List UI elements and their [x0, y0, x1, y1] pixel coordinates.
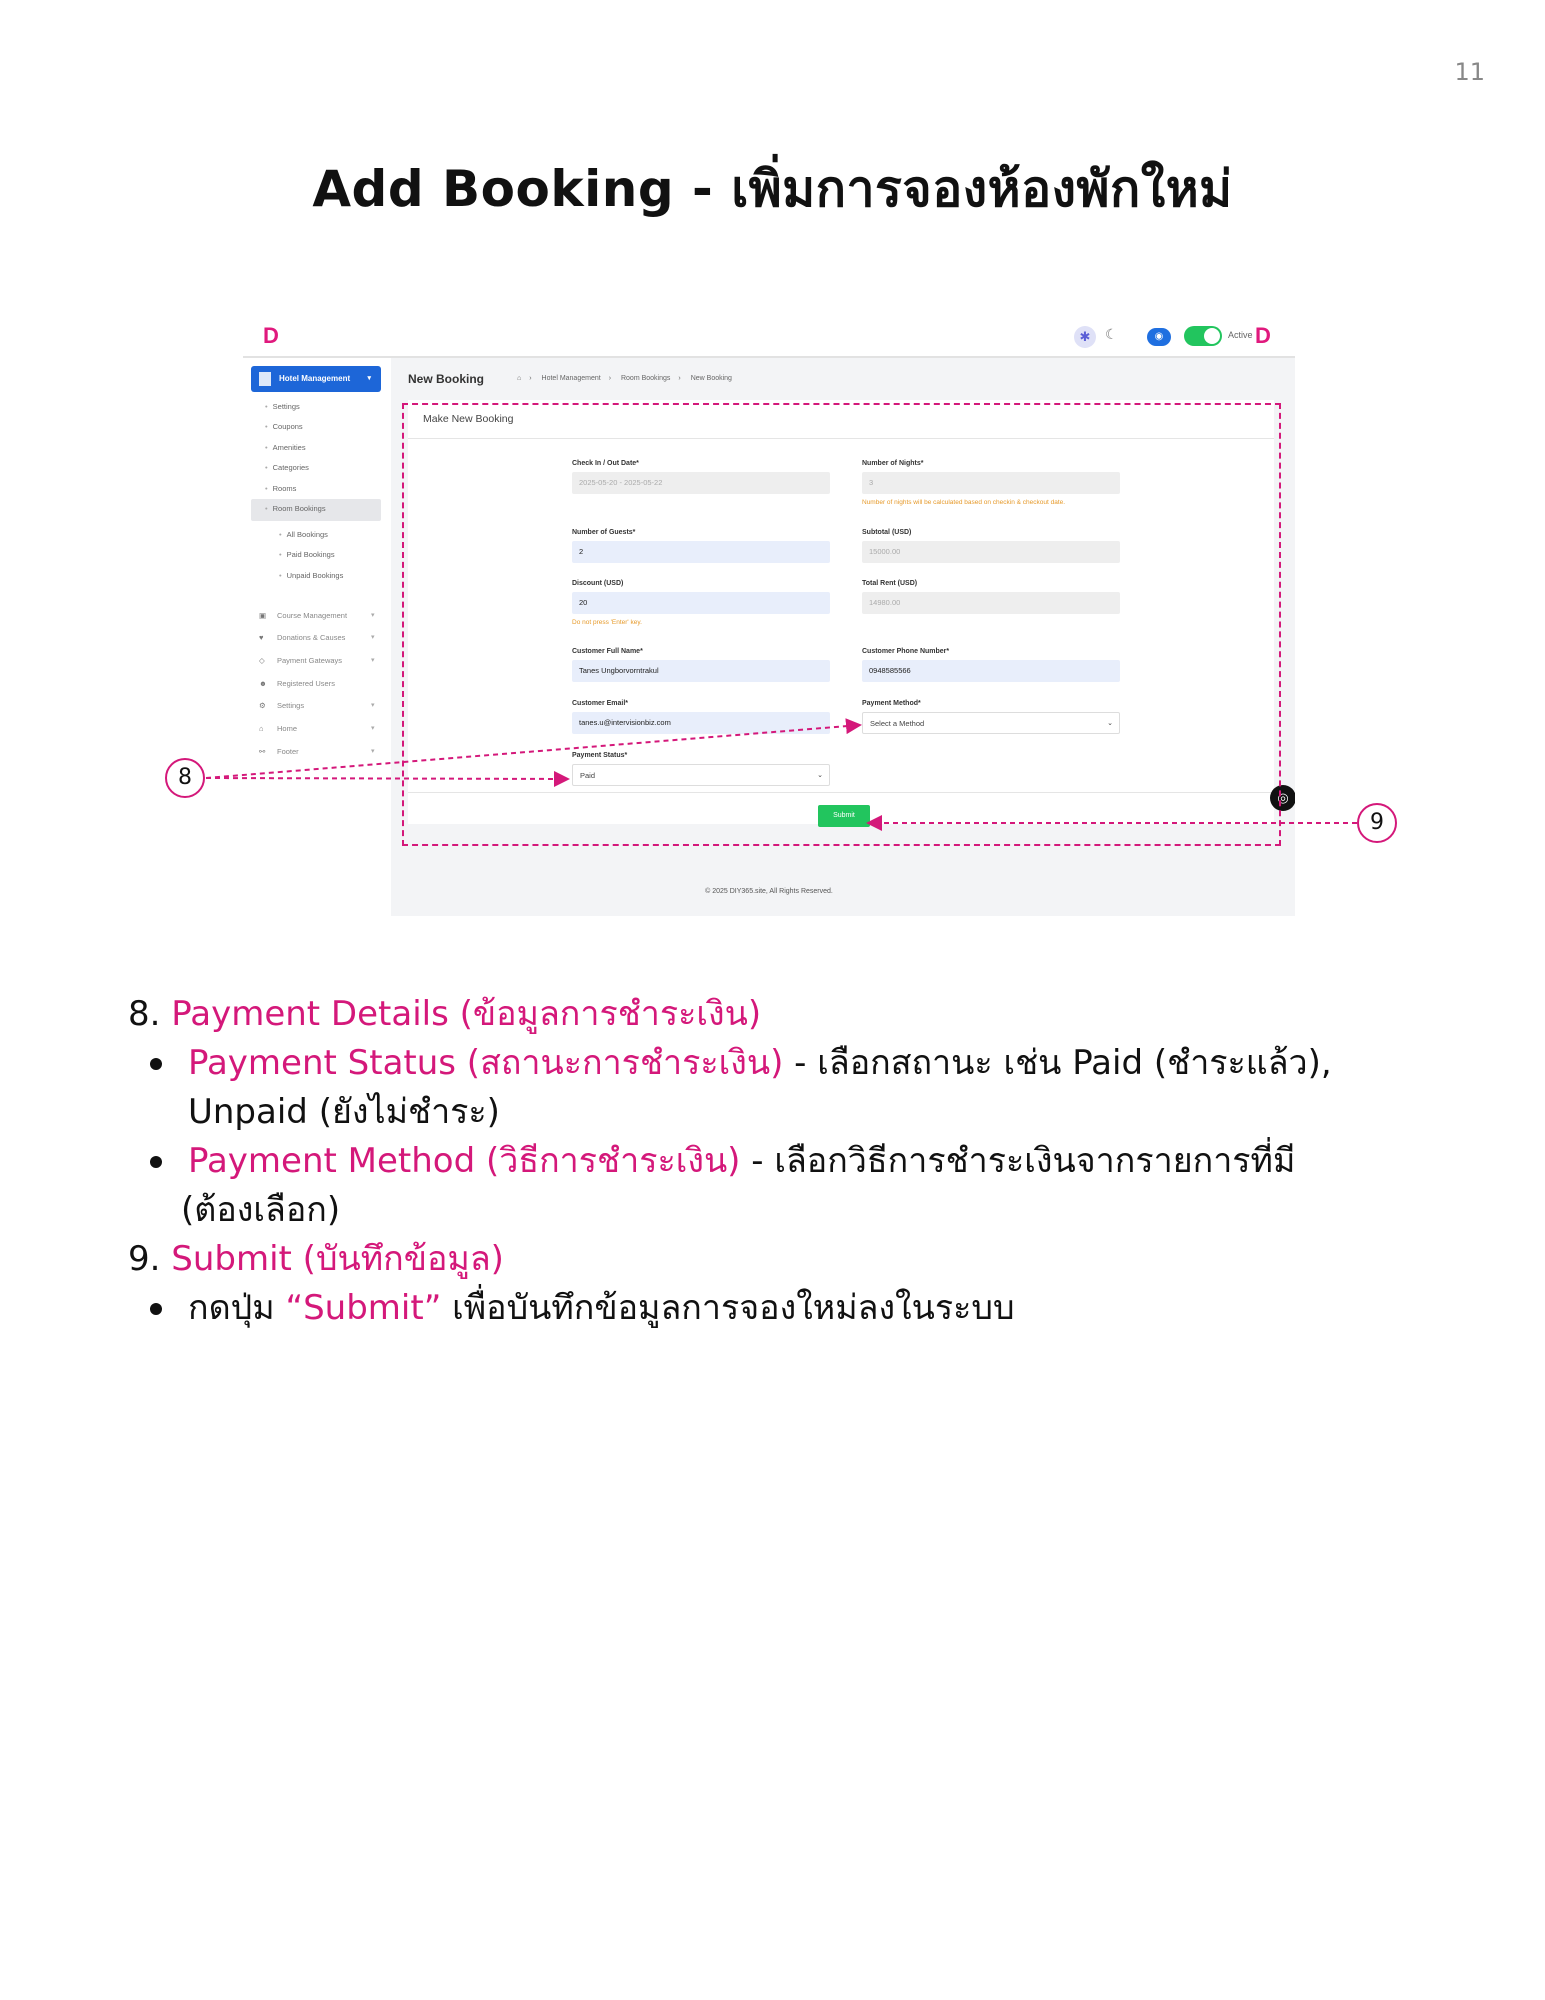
section-heading-9: 9. Submit (บันทึกข้อมูล): [128, 1239, 504, 1279]
footer-copyright: © 2025 DIY365.site, All Rights Reserved.: [705, 888, 833, 895]
sidebar-item-donations[interactable]: ♥ Donations & Causes ▾: [259, 633, 375, 642]
total-label: Total Rent (USD): [862, 580, 918, 587]
chat-icon[interactable]: ◎: [1270, 785, 1295, 811]
gear-icon: ⚙: [259, 701, 266, 710]
payment-status-value: Paid: [580, 771, 596, 780]
user-avatar[interactable]: D: [1255, 323, 1271, 348]
sidebar-item-amenities[interactable]: • Amenities: [265, 443, 306, 452]
payment-status-label: Payment Status*: [572, 752, 628, 759]
home-icon[interactable]: ⌂: [517, 375, 522, 382]
book-icon: ▣: [259, 611, 267, 620]
discount-label: Discount (USD): [572, 580, 624, 587]
email-label: Customer Email*: [572, 700, 629, 707]
sidebar-item-home[interactable]: ⌂ Home ▾: [259, 724, 375, 733]
submit-button[interactable]: Submit: [818, 805, 870, 827]
nights-field: 3: [862, 472, 1120, 494]
footer-icon: ⚯: [259, 747, 266, 756]
callout-8: 8: [165, 758, 205, 798]
email-field[interactable]: tanes.u@intervisionbiz.com: [572, 712, 830, 734]
name-label: Customer Full Name*: [572, 648, 643, 655]
card-title: Make New Booking: [423, 413, 514, 425]
sidebar-item-footer[interactable]: ⚯ Footer ▾: [259, 747, 375, 756]
payment-method-label: Payment Method*: [862, 700, 921, 707]
theme-settings-icon[interactable]: ✱: [1074, 326, 1096, 348]
callout-9: 9: [1357, 803, 1397, 843]
chevron-down-icon: ⌄: [817, 772, 823, 779]
bullet-payment-status: Payment Status (สถานะการชำระเงิน) - เลือกสถานะ เช่น Paid (ชำระแล้ว),: [128, 1039, 1428, 1088]
sidebar-item-payment-gateways[interactable]: ◇ Payment Gateways ▾: [259, 656, 375, 665]
payment-method-value: Select a Method: [870, 719, 925, 728]
sidebar-item-room-bookings-label: • Room Bookings: [265, 504, 326, 513]
total-field: 14980.00: [862, 592, 1120, 614]
checkin-label: Check In / Out Date*: [572, 460, 639, 467]
chevron-down-icon: ▾: [367, 375, 371, 382]
payment-icon: ◇: [259, 656, 265, 665]
phone-label: Customer Phone Number*: [862, 648, 950, 655]
name-field[interactable]: Tanes Ungborvorntrakul: [572, 660, 830, 682]
subtotal-field: 15000.00: [862, 541, 1120, 563]
breadcrumb-item[interactable]: Room Bookings: [620, 375, 671, 382]
checkin-field[interactable]: 2025-05-20 - 2025-05-22: [572, 472, 830, 494]
sidebar-item-settings[interactable]: • Settings: [265, 402, 300, 411]
sidebar-item-label: Hotel Management: [279, 374, 351, 383]
page-title: Add Booking - เพิ่มการจองห้องพักใหม่: [312, 160, 1233, 218]
nights-hint: Number of nights will be calculated based on checkin & checkout date.: [862, 499, 1066, 506]
guests-label: Number of Guests*: [572, 529, 636, 536]
discount-field[interactable]: 20: [572, 592, 830, 614]
donation-icon: ♥: [259, 633, 264, 642]
page-heading: New Booking: [408, 372, 485, 386]
sidebar-item-course-management[interactable]: ▣ Course Management ▾: [259, 611, 375, 620]
chevron-down-icon: ⌄: [1107, 720, 1113, 727]
moon-icon[interactable]: ☾: [1105, 326, 1118, 342]
breadcrumb: ⌂ › Hotel Management › Room Bookings › New Booking: [517, 375, 732, 382]
bullet-payment-method: Payment Method (วิธีการชำระเงิน) - เลือกวิธีการชำระเงินจากรายการที่มี: [128, 1137, 1428, 1186]
discount-hint: Do not press 'Enter' key.: [572, 619, 642, 626]
sidebar-item-rooms[interactable]: • Rooms: [265, 484, 296, 493]
phone-field[interactable]: 0948585566: [862, 660, 1120, 682]
bullet-payment-method-cont: (ต้องเลือก): [181, 1190, 341, 1230]
sidebar-item-all-bookings[interactable]: • All Bookings: [279, 530, 328, 539]
bullet-submit: กดปุ่ม “Submit” เพื่อบันทึกข้อมูลการจองใหม่ลงในระบบ: [128, 1284, 1428, 1333]
sidebar-item-paid-bookings[interactable]: • Paid Bookings: [279, 550, 335, 559]
sidebar-item-coupons[interactable]: • Coupons: [265, 422, 303, 431]
nights-label: Number of Nights*: [862, 460, 924, 467]
section-heading-8: 8. Payment Details (ข้อมูลการชำระเงิน): [128, 994, 762, 1034]
page-number: 11: [1454, 58, 1485, 86]
sidebar-item-registered-users[interactable]: ☻ Registered Users: [259, 679, 335, 688]
sidebar-item-categories[interactable]: • Categories: [265, 463, 309, 472]
eye-icon[interactable]: ◉: [1147, 328, 1171, 346]
users-icon: ☻: [259, 679, 267, 688]
home-icon: ⌂: [259, 724, 264, 733]
guests-field[interactable]: 2: [572, 541, 830, 563]
breadcrumb-item: New Booking: [690, 375, 732, 382]
breadcrumb-item[interactable]: Hotel Management: [541, 375, 601, 382]
subtotal-label: Subtotal (USD): [862, 529, 912, 536]
instructions: [128, 990, 1428, 1333]
bullet-payment-status-cont: Unpaid (ยังไม่ชำระ): [188, 1092, 500, 1132]
toggle-label: Active: [1228, 330, 1253, 340]
sidebar-item-unpaid-bookings[interactable]: • Unpaid Bookings: [279, 571, 343, 580]
sidebar-item-settings-group[interactable]: ⚙ Settings ▾: [259, 701, 375, 710]
brand-logo[interactable]: D: [263, 323, 279, 348]
